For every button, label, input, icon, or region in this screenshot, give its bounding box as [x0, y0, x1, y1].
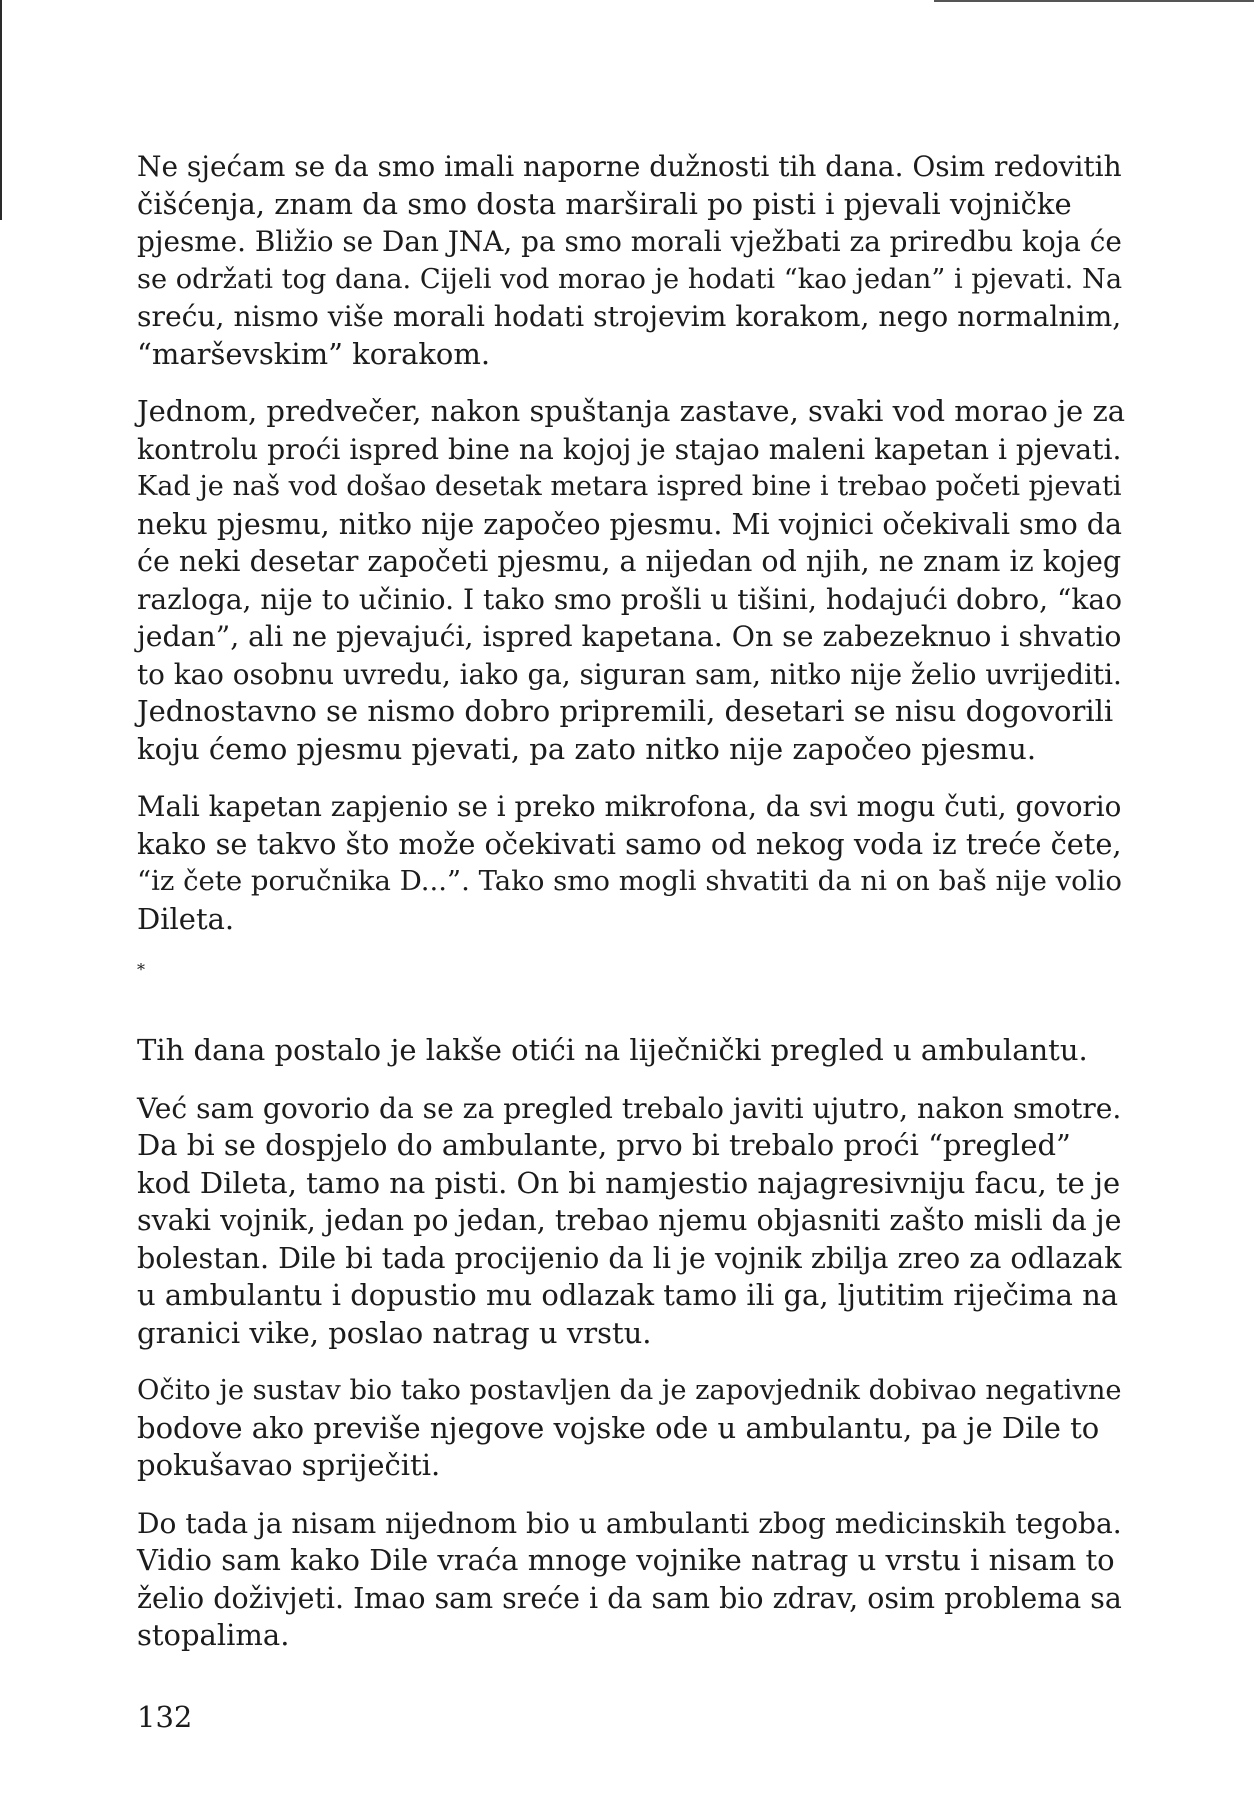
text-line: svaki vojnik, jedan po jedan, trebao njemu objasniti zašto misli da je [137, 1204, 1122, 1237]
text-line: kod Dileta, tamo na pisti. On bi namjestio najagresivniju facu, te je [137, 1165, 1121, 1200]
text-line: Očito je sustav bio tako postavljen da je zapovjednik dobivao negativne [137, 1375, 1122, 1406]
text-line: Da bi se dospjelo do ambulante, prvo bi trebalo proći “pregled” [137, 1128, 1071, 1162]
paragraph [137, 1032, 1127, 1070]
text-line: Vidio sam kako Dile vraća mnoge vojnike natrag u vrstu i nisam to [137, 1543, 1115, 1577]
text-line: granici vike, poslao natrag u vrstu. [137, 1315, 652, 1350]
scan-edge-top [934, 0, 1254, 2]
text-line: to kao osobnu uvredu, iako ga, siguran sam, nitko nije želio uvrijediti. [137, 657, 1122, 691]
text-line: “iz čete poručnika D...”. Tako smo mogli shvatiti da ni on baš nije volio [137, 865, 1122, 897]
text-line: Jednom, predvečer, nakon spuštanja zastave, svaki vod morao je za [137, 394, 1126, 428]
text-line: kako se takvo što može očekivati samo od nekog voda iz treće čete, [137, 826, 1122, 861]
text-line: u ambulantu i dopustio mu odlazak tamo ili ga, ljutitim riječima na [137, 1278, 1119, 1312]
paragraph [137, 788, 1127, 938]
text-line: Dileta. [137, 901, 235, 936]
text-line: želio doživjeti. Imao sam sreće i da sam bio zdrav, osim problema sa [137, 1581, 1122, 1615]
text-line: Mali kapetan zapjenio se i preko mikrofona, da svi mogu čuti, govorio [137, 790, 1122, 823]
text-line: Ne sjećam se da smo imali naporne dužnosti tih dana. Osim redovitih [137, 150, 1122, 183]
text-line: bolestan. Dile bi tada procijenio da li je vojnik zbilja zreo za odlazak [137, 1240, 1122, 1275]
page-number: 132 [137, 1700, 193, 1734]
paragraph [137, 393, 1127, 768]
text-line: jedan”, ali ne pjevajući, ispred kapetana. On se zabezeknuo i shvatio [137, 620, 1122, 653]
text-line: Kad je naš vod došao desetak metara ispred bine i trebao početi pjevati [137, 471, 1122, 502]
text-line: pjesme. Bližio se Dan JNA, pa smo morali vježbati za priredbu koja će [137, 225, 1122, 258]
text-line: sreću, nismo više morali hodati strojevim korakom, nego normalnim, [137, 300, 1122, 333]
text-line: Već sam govorio da se za pregled trebalo javiti ujutro, nakon smotre. [137, 1091, 1122, 1125]
text-line: kontrolu proći ispred bine na kojoj je stajao maleni kapetan i pjevati. [137, 432, 1122, 466]
paragraph [137, 1372, 1127, 1485]
text-line: će neki desetar započeti pjesmu, a nijedan od njih, ne znam iz kojeg [137, 545, 1122, 578]
text-line: Tih dana postalo je lakše otići na liječnički pregled u ambulantu. [137, 1033, 1088, 1067]
text-line: čišćenja, znam da smo dosta marširali po pisti i pjevali vojničke [137, 186, 1072, 221]
paragraph [137, 1505, 1127, 1655]
text-line: Do tada ja nisam nijednom bio u ambulanti zbog medicinskih tegoba. [137, 1506, 1122, 1540]
text-line: koju ćemo pjesmu pjevati, pa zato nitko nije započeo pjesmu. [137, 731, 1037, 766]
text-line: bodove ako previše njegove vojske ode u ambulantu, pa je Dile to [137, 1410, 1100, 1445]
scan-edge-left [0, 0, 2, 220]
section-separator: * [137, 960, 145, 979]
text-line: pokušavao spriječiti. [137, 1448, 441, 1482]
text-line: se održati tog dana. Cijeli vod morao je hodati “kao jedan” i pjevati. Na [137, 263, 1123, 295]
text-line: “marševskim” korakom. [137, 336, 491, 371]
page-body [137, 148, 1127, 1675]
text-line: stopalima. [137, 1618, 290, 1652]
text-line: razloga, nije to učinio. I tako smo prošli u tišini, hodajući dobro, “kao [137, 582, 1123, 616]
paragraph [137, 1090, 1127, 1353]
paragraph [137, 148, 1127, 373]
text-line: neku pjesmu, nitko nije započeo pjesmu. Mi vojnici očekivali smo da [137, 507, 1122, 541]
text-line: Jednostavno se nismo dobro pripremili, desetari se nisu dogovorili [137, 694, 1114, 728]
